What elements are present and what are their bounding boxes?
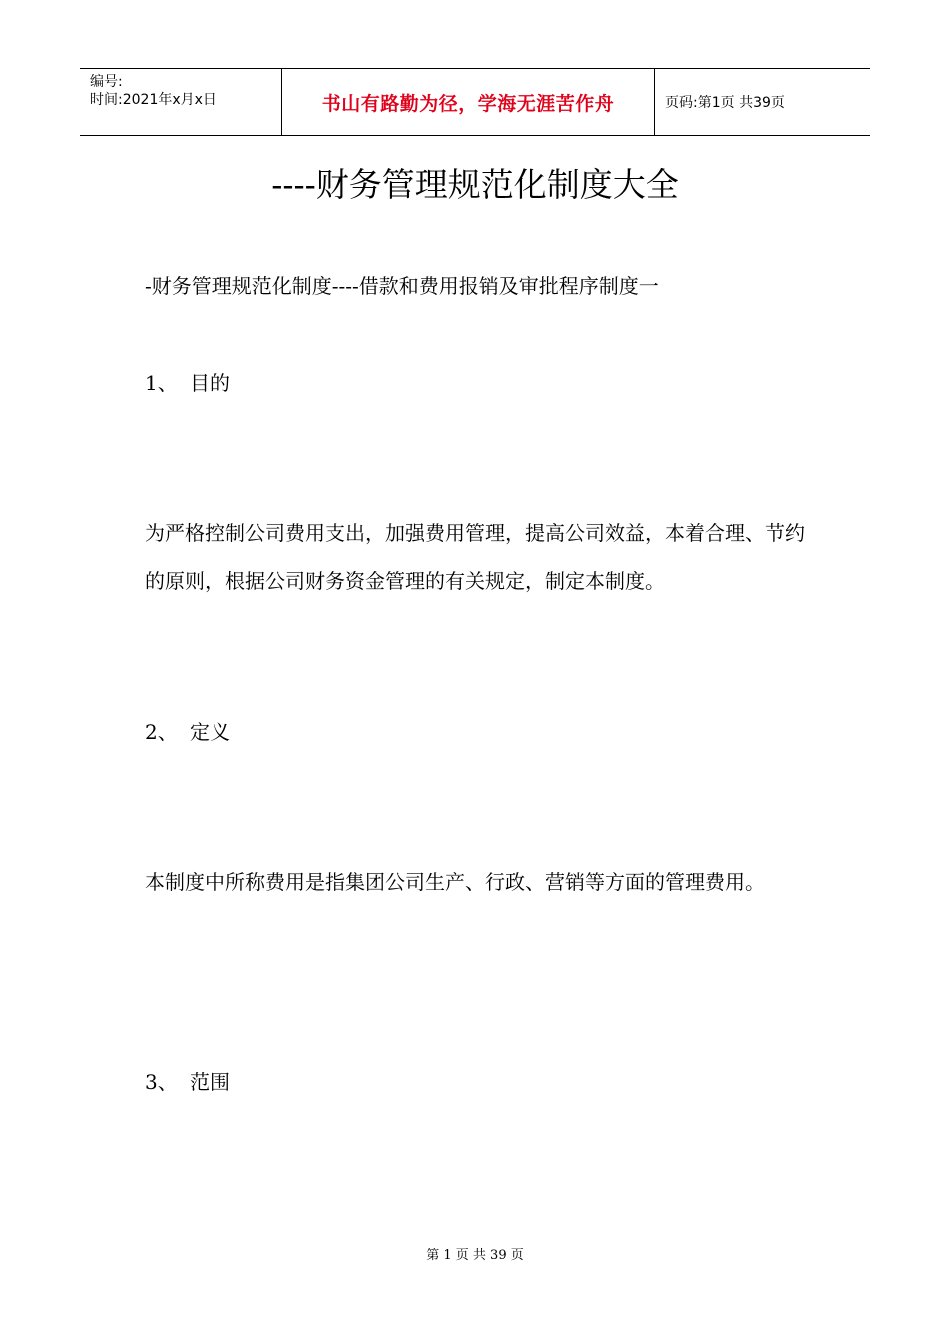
document-header <box>80 68 870 136</box>
section-number: 3、 <box>145 1070 178 1094</box>
document-subtitle: -财务管理规范化制度----借款和费用报销及审批程序制度一 <box>145 274 659 298</box>
section-heading-1 <box>145 368 230 398</box>
document-title: ----财务管理规范化制度大全 <box>271 165 679 204</box>
document-time-label: 时间:2021年x月x日 <box>90 92 217 108</box>
page-footer: 第 1 页 共 39 页 <box>426 1248 524 1263</box>
section-paragraph-1: 为严格控制公司费用支出，加强费用管理，提高公司效益，本着合理、节约的原则，根据公司财务资金管理的有关规定，制定本制度。 <box>145 521 805 593</box>
header-motto-cell <box>282 69 655 135</box>
section-title: 定义 <box>190 720 230 744</box>
section-number: 1、 <box>145 371 178 395</box>
section-title: 目的 <box>190 371 230 395</box>
section-number: 2、 <box>145 720 178 744</box>
section-heading-2 <box>145 717 230 747</box>
section-heading-3 <box>145 1067 230 1097</box>
section-paragraph-2: 本制度中所称费用是指集团公司生产、行政、营销等方面的管理费用。 <box>145 870 765 894</box>
header-page-info: 页码:第1页 共39页 <box>665 95 785 111</box>
section-title: 范围 <box>190 1070 230 1094</box>
header-meta-cell <box>80 69 282 135</box>
header-page-cell <box>655 69 870 135</box>
document-number-label: 编号: <box>90 74 123 90</box>
header-motto: 书山有路勤为径，学海无涯苦作舟 <box>321 92 615 115</box>
